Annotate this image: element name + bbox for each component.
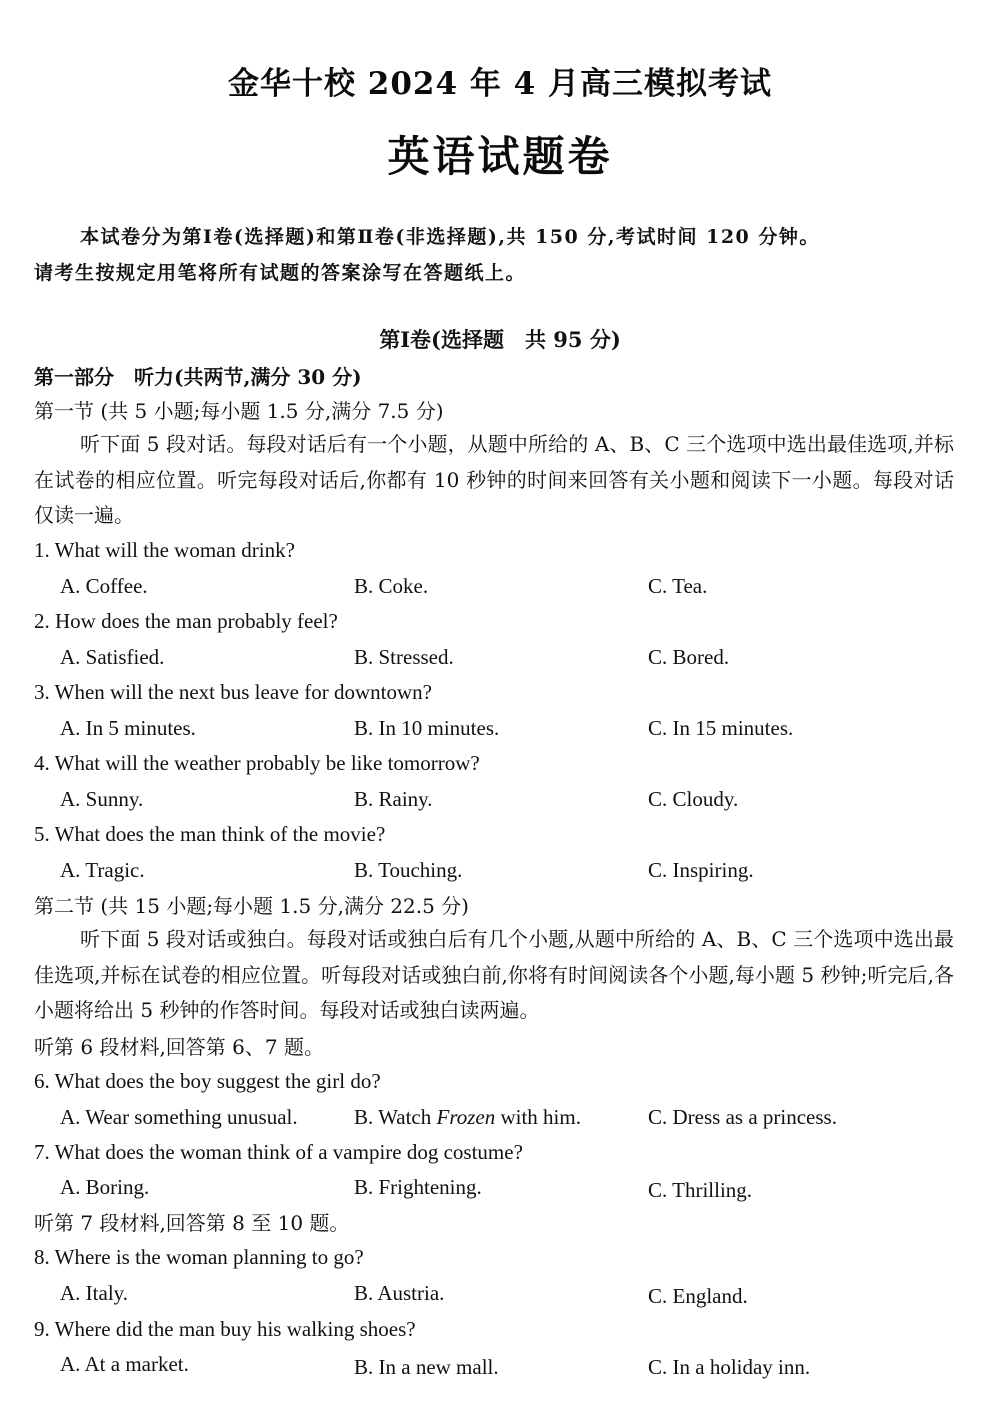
volume-heading: 第Ⅰ卷(选择题 共 95 分) (379, 327, 621, 352)
q6-option-b-title: Frozen (436, 1105, 496, 1129)
q4-option-b: B. Rainy. (354, 787, 433, 811)
q9-option-b: B. In a new mall. (354, 1355, 499, 1379)
intro-line-2: 请考生按规定用笔将所有试题的答案涂写在答题纸上。 (34, 262, 527, 284)
q6-option-b-prefix: B. Watch (354, 1105, 437, 1129)
question-2: 2. How does the man probably feel? (34, 609, 338, 633)
q6-option-b-suffix: with him. (495, 1105, 581, 1129)
question-8: 8. Where is the woman planning to go? (34, 1245, 364, 1269)
question-7: 7. What does the woman think of a vampire dog costume? (34, 1140, 523, 1164)
q4-option-c: C. Cloudy. (648, 787, 739, 811)
q2-option-b: B. Stressed. (354, 645, 454, 669)
q5-option-a: A. Tragic. (60, 858, 145, 882)
material-6-note: 听第 6 段材料,回答第 6、7 题。 (34, 1035, 324, 1059)
q2-option-a: A. Satisfied. (60, 645, 165, 669)
q5-option-b: B. Touching. (354, 858, 463, 882)
q9-option-c: C. In a holiday inn. (648, 1355, 811, 1379)
question-5: 5. What does the man think of the movie? (34, 822, 386, 846)
exam-title: 金华十校 2024 年 4 月高三模拟考试 (227, 66, 773, 102)
question-3: 3. When will the next bus leave for downtown? (34, 680, 432, 704)
q8-option-c: C. England. (648, 1284, 748, 1308)
q2-option-c: C. Bored. (648, 645, 730, 669)
q9-option-a: A. At a market. (60, 1352, 189, 1376)
section2-instructions: 听下面 5 段对话或独白。每段对话或独白后有几个小题,从题中所给的 A、B、C 三个选项中选出最佳选项,并标在试卷的相应位置。听每段对话或独白前,你将有时间阅读各个小题,每小题 5 秒钟;听完后,各小题将给出 5 秒钟的作答时间。每段对话或独白读两遍。 (34, 927, 954, 1022)
section1-heading: 第一节 (共 5 小题;每小题 1.5 分,满分 7.5 分) (34, 399, 444, 423)
q8-option-a: A. Italy. (60, 1281, 129, 1305)
q5-option-c: C. Inspiring. (648, 858, 754, 882)
q8-option-b: B. Austria. (354, 1281, 445, 1305)
section1-instructions: 听下面 5 段对话。每段对话后有一个小题，从题中所给的 A、B、C 三个选项中选出最佳选项,并标在试卷的相应位置。听完每段对话后,你都有 10 秒钟的时间来回答有关小题和阅读下一小题。每段对话仅读一遍。 (34, 432, 954, 527)
q1-option-c: C. Tea. (648, 574, 708, 598)
question-4: 4. What will the weather probably be like tomorrow? (34, 751, 480, 775)
part-heading: 第一部分 听力(共两节,满分 30 分) (34, 365, 362, 389)
section2-heading: 第二节 (共 15 小题;每小题 1.5 分,满分 22.5 分) (34, 894, 469, 918)
q7-option-c: C. Thrilling. (648, 1178, 753, 1202)
q6-option-a: A. Wear something unusual. (60, 1105, 298, 1129)
q6-option-c: C. Dress as a princess. (648, 1105, 837, 1129)
question-1: 1. What will the woman drink? (34, 538, 295, 562)
q3-option-b: B. In 10 minutes. (354, 716, 500, 740)
q1-option-a: A. Coffee. (60, 574, 148, 598)
q1-option-b: B. Coke. (354, 574, 429, 598)
q3-option-c: C. In 15 minutes. (648, 716, 794, 740)
q4-option-a: A. Sunny. (60, 787, 144, 811)
q7-option-b: B. Frightening. (354, 1175, 482, 1199)
question-6: 6. What does the boy suggest the girl do? (34, 1069, 381, 1093)
question-9: 9. Where did the man buy his walking shoes? (34, 1317, 416, 1341)
q6-option-b (354, 1105, 581, 1130)
material-7-note: 听第 7 段材料,回答第 8 至 10 题。 (34, 1211, 350, 1235)
q7-option-a: A. Boring. (60, 1175, 150, 1199)
intro-line-1: 本试卷分为第Ⅰ卷(选择题)和第Ⅱ卷(非选择题),共 150 分,考试时间 120 分钟。 (80, 226, 820, 248)
q3-option-a: A. In 5 minutes. (60, 716, 196, 740)
exam-subtitle: 英语试题卷 (387, 132, 613, 181)
